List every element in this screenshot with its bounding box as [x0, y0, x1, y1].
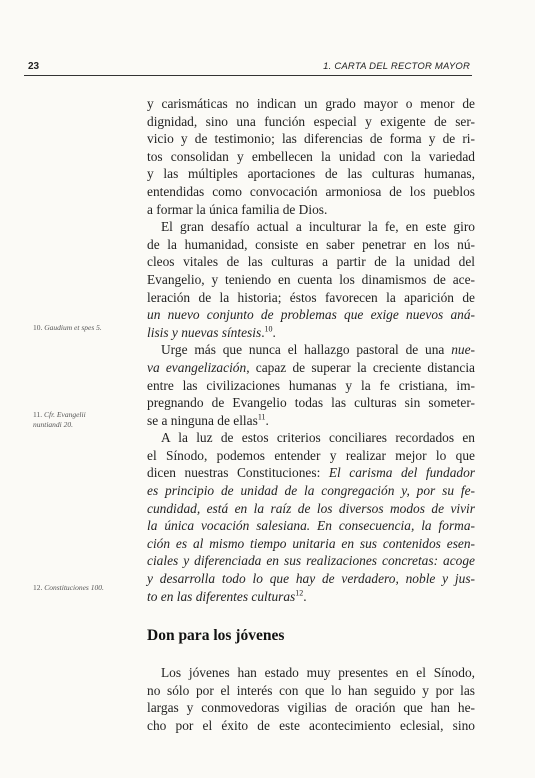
italic-text: to en las diferentes culturas — [147, 588, 296, 604]
text-line: Evangelio, y teniendo en cuenta los dinamismos de ace- — [147, 271, 475, 287]
text-line — [147, 535, 475, 553]
text-line — [147, 464, 475, 482]
punctuation: . — [303, 588, 307, 604]
note-number: 12. — [33, 583, 43, 592]
text-line: a formar la única familia de Dios. — [147, 201, 328, 217]
section-heading: Don para los jóvenes — [147, 627, 285, 644]
text-line — [147, 500, 475, 518]
text-line: dignidad, sino una función especial y exigente de ser- — [147, 113, 475, 129]
text-line: tos consolidan y embellecen la unidad con la variedad — [147, 148, 475, 164]
italic-text: nue- — [451, 342, 475, 358]
italic-text: lisis y nuevas síntesis — [147, 324, 262, 340]
text-line: no sólo por el interés con que lo han seguido y por las — [147, 682, 475, 698]
text-line: cleos vitales de las culturas a partir de la unidad del — [147, 254, 475, 270]
text-run: dicen nuestras Constituciones: — [147, 465, 329, 481]
text-line: leración de la historia; éstos favorecen la aparición de — [147, 289, 475, 305]
text-line: el Sínodo, podemos entender y realizar mejor lo que — [147, 447, 475, 463]
italic-text: es principio de unidad de la congregación y, por su fe- — [147, 483, 475, 499]
paragraph-4 — [147, 429, 475, 605]
italic-text: ción es al mismo tiempo unitaria en sus contenidos esen- — [147, 535, 475, 551]
text-line: largas y conmovedoras vigilias de oración que han he- — [147, 700, 475, 716]
text-line — [147, 570, 475, 588]
note-number: 10. — [33, 323, 43, 332]
text-line: entre las civilizaciones humanas y la fe cristiana, im- — [147, 377, 475, 393]
italic-text: un nuevo conjunto de problemas que exige nuevos aná- — [147, 307, 475, 323]
main-text — [147, 95, 475, 605]
text-line: lisis y nuevas síntesis.$^{10}$. — [147, 324, 276, 340]
note-text: Gaudium et spes 5. — [44, 323, 102, 332]
footnote-ref: 11 — [257, 412, 266, 422]
text-line — [147, 341, 475, 359]
text-line — [147, 359, 475, 377]
section-text — [147, 664, 475, 734]
text-run: se a ninguna de ellas — [147, 412, 258, 428]
italic-text: cundidad, está en la raíz de los diversos modos de vivir — [147, 500, 475, 516]
italic-text: ciales y diferenciada en sus realizaciones concretas: acoge — [147, 553, 475, 569]
italic-text: y desarrolla todo lo que hay de verdadero, noble y jus- — [147, 571, 475, 587]
margin-note-11 — [33, 410, 113, 430]
italic-text: la única vocación salesiana. En consecuencia, la forma- — [147, 518, 475, 534]
text-line — [147, 588, 475, 606]
paragraph-3 — [147, 341, 475, 429]
paragraph-1 — [147, 95, 475, 218]
text-line — [147, 306, 475, 324]
margin-note-12 — [33, 583, 123, 593]
text-line: El gran desafío actual a inculturar la fe, en este giro — [161, 219, 475, 235]
text-line: pregnando de Evangelio todas las culturas sin someter- — [147, 395, 475, 411]
text-line — [147, 517, 475, 535]
italic-text: va evangelización — [147, 359, 247, 375]
text-line: de la humanidad, consiste en saber penetrar en los nú- — [147, 236, 475, 252]
text-line: entendidas como convocación armoniosa de los pueblos — [147, 183, 475, 199]
text-line: A la luz de estos criterios conciliares recordados en — [161, 430, 475, 446]
text-line — [147, 482, 475, 500]
text-line: cho por el éxito de este acontecimiento eclesial, sino — [147, 717, 475, 733]
text-line: Los jóvenes han estado muy presentes en el Sínodo, — [161, 665, 475, 680]
footnote-ref: 12 — [295, 588, 304, 598]
text-run: Urge más que nunca el hallazgo pastoral de una — [161, 342, 445, 358]
text-line: y carismáticas no indican un grado mayor o menor de — [147, 96, 475, 111]
page-header — [24, 61, 472, 76]
running-head: 1. CARTA DEL RECTOR MAYOR — [323, 61, 470, 72]
note-number: 11. — [33, 410, 43, 419]
italic-text: El carisma del fundador — [328, 465, 475, 481]
punctuation: . — [261, 324, 265, 340]
text-line: se a ninguna de ellas$^{11}$. — [147, 412, 269, 428]
text-line — [147, 552, 475, 570]
text-line: y las múltiples aportaciones de las culturas humanas, — [147, 166, 475, 182]
note-text: Cfr. Evangelii nuntiandi 20. — [33, 410, 86, 429]
text-line: vicio y de testimonio; las diferencias de forma y de ri- — [147, 131, 475, 147]
paragraph-2 — [147, 218, 475, 341]
text-run: , capaz de superar la creciente distancia — [246, 359, 475, 375]
page-number: 23 — [28, 61, 40, 72]
margin-note-10 — [33, 323, 123, 333]
footnote-ref: 10 — [264, 324, 273, 334]
note-text: Constituciones 100. — [44, 583, 104, 592]
